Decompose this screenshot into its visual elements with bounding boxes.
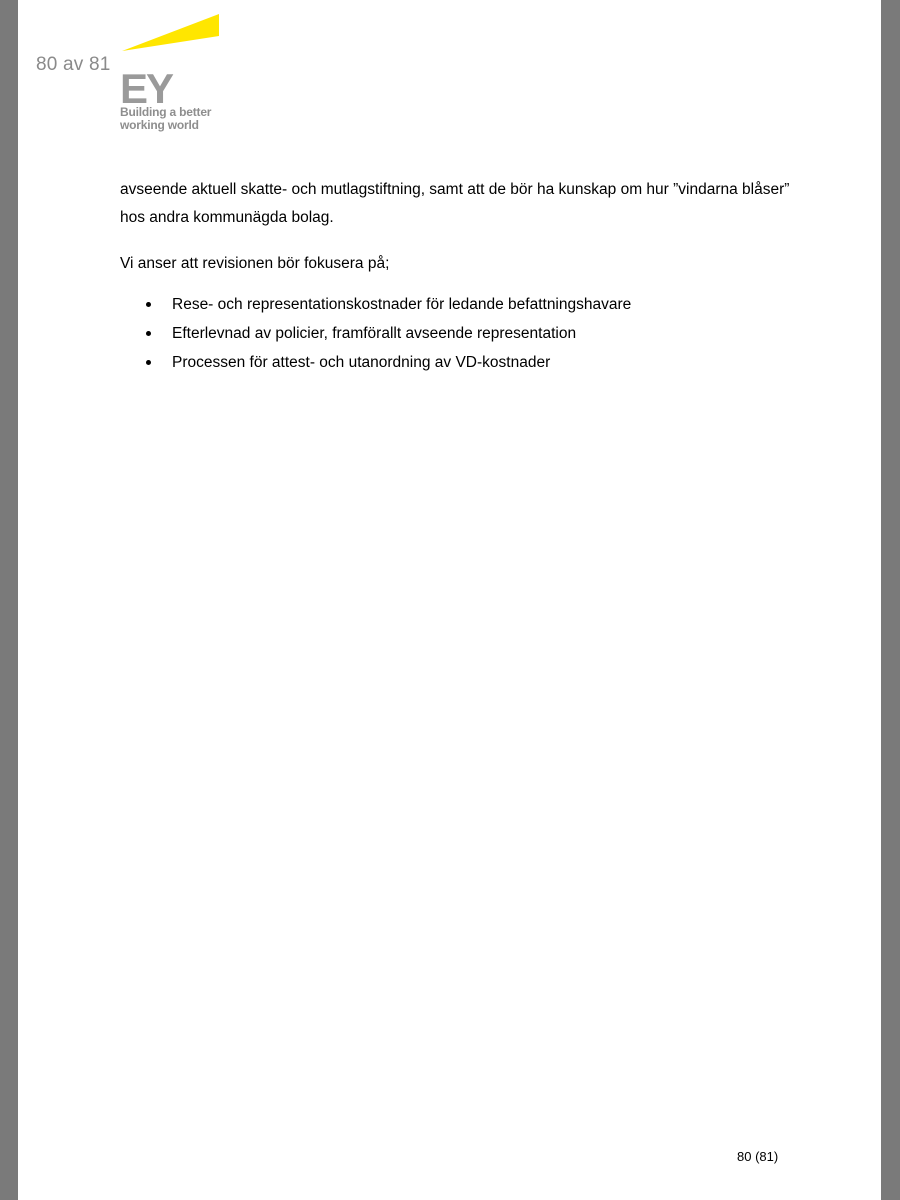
bullet-icon: [146, 331, 151, 336]
ey-logo: [120, 14, 220, 134]
list-item: [120, 290, 800, 319]
bullet-icon: [146, 360, 151, 365]
logo-tagline: [120, 106, 211, 132]
page-number: 80 (81): [737, 1149, 779, 1164]
page-indicator: 80 av 81: [36, 54, 111, 75]
list-item: [120, 348, 800, 377]
list-item-text: Efterlevnad av policier, framförallt avseende representation: [172, 325, 577, 342]
paragraph-continuation: avseende aktuell skatte- och mutlagstiftning, samt att de bör ha kunskap om hur ”vindarna blåser” hos andra kommunägda bolag.: [120, 181, 790, 226]
document-body: [120, 176, 800, 377]
list-item-text: Rese- och representationskostnader för ledande befattningshavare: [172, 296, 632, 313]
list-item-text: Processen för attest- och utanordning av VD-kostnader: [172, 354, 551, 371]
focus-list: [120, 290, 800, 377]
logo-mark: EY: [120, 65, 173, 112]
bullet-icon: [146, 302, 151, 307]
tagline-line-1: Building a better: [120, 105, 212, 119]
list-item: [120, 319, 800, 348]
paragraph-focus-intro: Vi anser att revisionen bör fokusera på;: [120, 255, 390, 272]
tagline-line-2: working world: [120, 118, 199, 132]
ey-beam-icon: [120, 14, 220, 54]
